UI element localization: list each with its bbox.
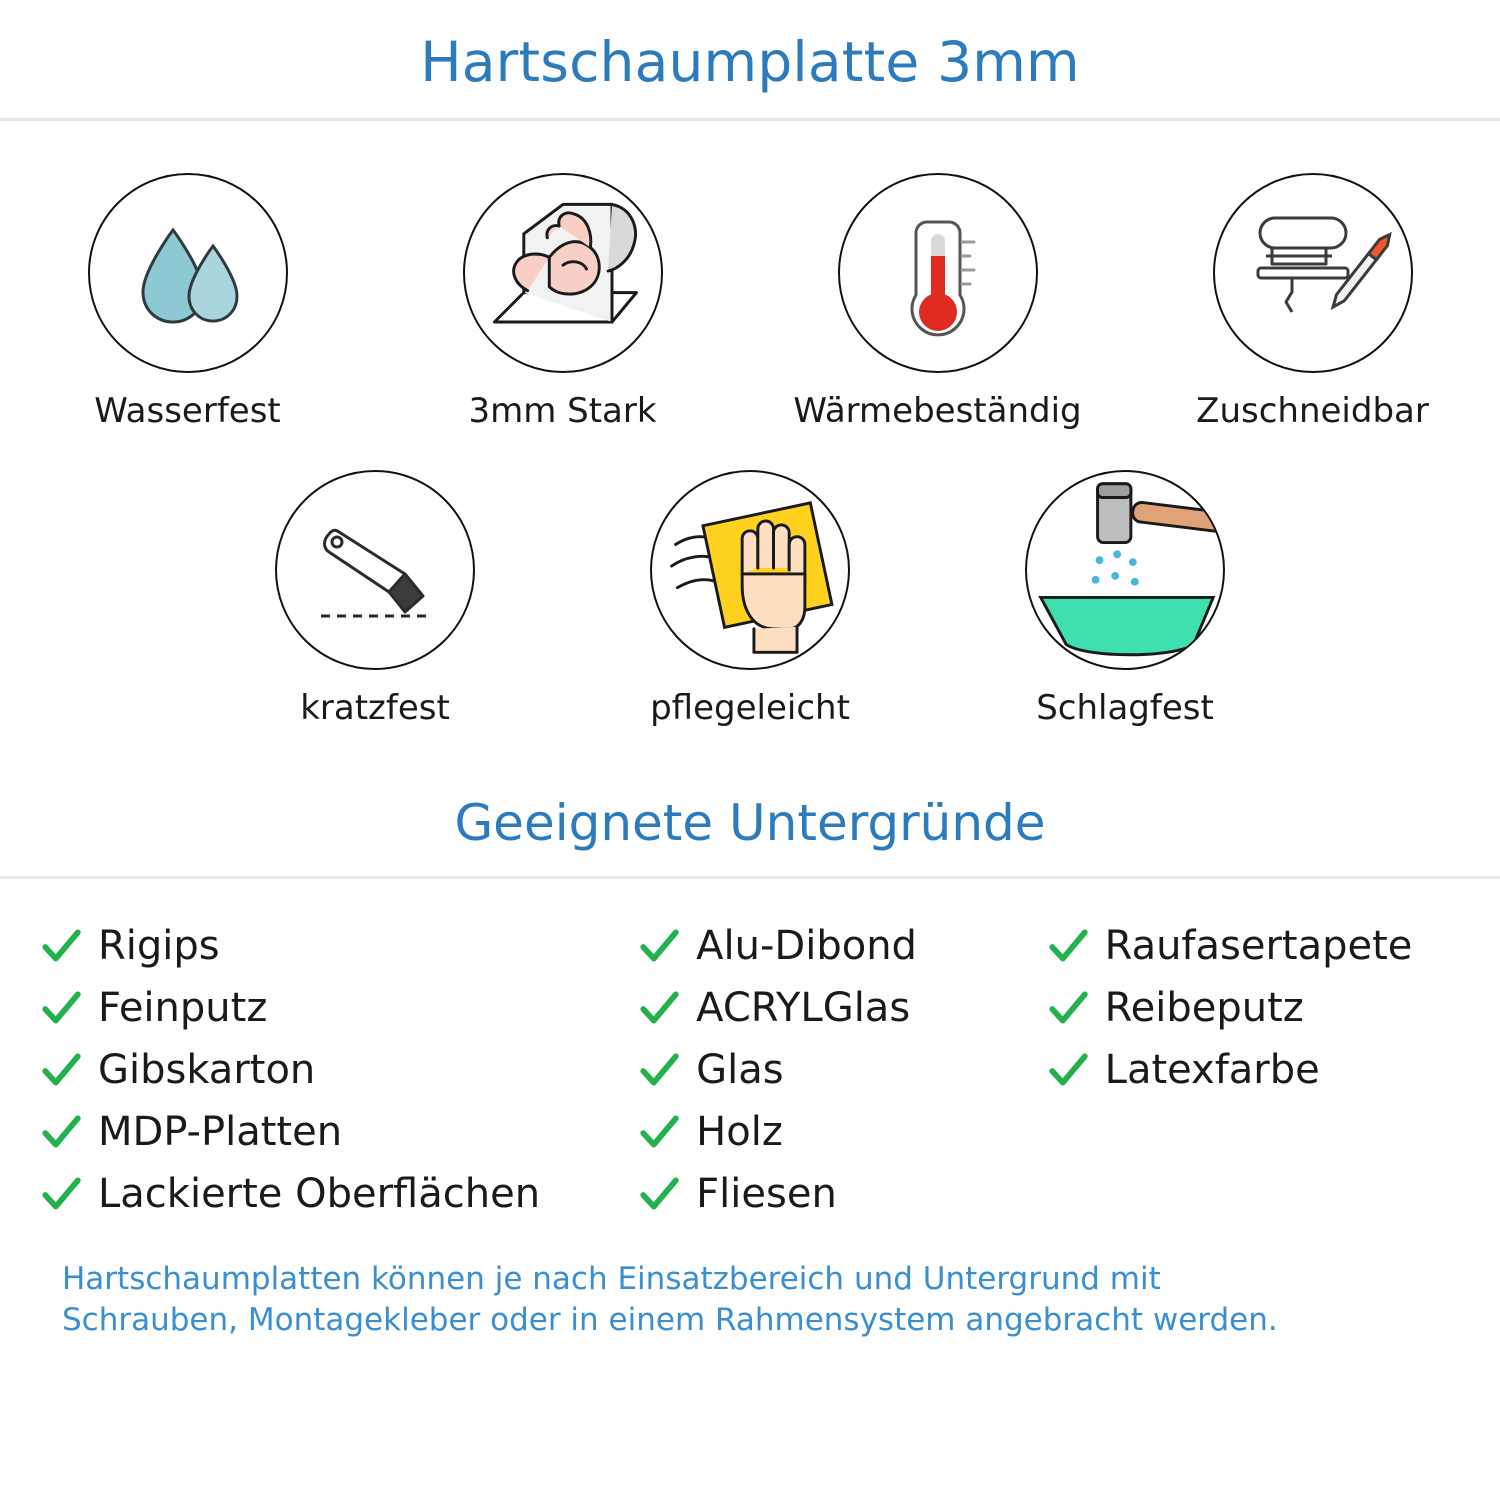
feature-label: Zuschneidbar [1196, 390, 1429, 431]
feature-icon-circle [650, 470, 850, 670]
check-icon [638, 1049, 680, 1091]
check-icon [1047, 925, 1089, 967]
list-item-label: ACRYLGlas [696, 984, 911, 1031]
list-item [1047, 1039, 1460, 1101]
list-item-label: Lackierte Oberflächen [98, 1170, 541, 1217]
feature-wasserfest [0, 173, 375, 430]
feature-schlagfest [938, 470, 1313, 727]
list-item-label: MDP-Platten [98, 1108, 343, 1155]
substrates-column-1 [40, 915, 638, 1225]
list-item-label: Alu-Dibond [696, 922, 917, 969]
list-item [638, 915, 1047, 977]
list-item-label: Fliesen [696, 1170, 837, 1217]
feature-3mm-stark [375, 173, 750, 430]
substrates-list [0, 915, 1500, 1225]
check-icon [638, 1173, 680, 1215]
list-item [40, 1163, 638, 1225]
hammer-impact-icon [1027, 470, 1223, 670]
jigsaw-cutter-icon [1230, 190, 1395, 355]
feature-kratzfest [188, 470, 563, 727]
list-item [638, 1101, 1047, 1163]
list-item [40, 977, 638, 1039]
header [0, 0, 1500, 118]
feature-icon-circle [1213, 173, 1413, 373]
feature-icon-circle [838, 173, 1038, 373]
check-icon [40, 1111, 82, 1153]
check-icon [40, 1173, 82, 1215]
list-item [1047, 977, 1460, 1039]
feature-label: kratzfest [300, 688, 450, 729]
list-item [40, 915, 638, 977]
check-icon [638, 1111, 680, 1153]
features-row-1 [0, 173, 1500, 430]
substrates-title: Geeignete Untergründe [454, 793, 1046, 852]
thermometer-icon [863, 198, 1013, 348]
knife-scratch-icon [293, 488, 458, 653]
list-item-label: Raufasertapete [1104, 922, 1413, 969]
check-icon [40, 987, 82, 1029]
list-item-label: Glas [696, 1046, 784, 1093]
water-drops-icon [113, 198, 263, 348]
substrates-header [0, 794, 1500, 876]
list-item [638, 977, 1047, 1039]
feature-label: 3mm Stark [468, 390, 657, 431]
feature-label: Wasserfest [94, 390, 281, 431]
footer-note-line-1: Hartschaumplatten können je nach Einsatzbereich und Untergrund mit [62, 1260, 1161, 1297]
list-item-label: Latexfarbe [1104, 1046, 1320, 1093]
hand-cloth-wipe-icon [652, 470, 848, 670]
list-item-label: Gibskarton [98, 1046, 316, 1093]
list-item [638, 1039, 1047, 1101]
feature-label: pflegeleicht [650, 688, 850, 729]
check-icon [638, 925, 680, 967]
feature-label: Wärmebeständig [793, 390, 1082, 431]
feature-icon-circle [275, 470, 475, 670]
substrates-column-3 [1047, 915, 1460, 1225]
check-icon [40, 925, 82, 967]
list-item [40, 1101, 638, 1163]
feature-label: Schlagfest [1036, 688, 1214, 729]
list-item-label: Reibeputz [1104, 984, 1304, 1031]
feature-zuschneidbar [1125, 173, 1500, 430]
list-item-label: Holz [696, 1108, 783, 1155]
features-section [0, 121, 1500, 728]
check-icon [1047, 1049, 1089, 1091]
substrates-divider [0, 876, 1500, 879]
page-title: Hartschaumplatte 3mm [420, 30, 1080, 94]
feature-icon-circle [1025, 470, 1225, 670]
list-item [1047, 915, 1460, 977]
check-icon [1047, 987, 1089, 1029]
feature-pflegeleicht [563, 470, 938, 727]
list-item [638, 1163, 1047, 1225]
feature-icon-circle [463, 173, 663, 373]
list-item-label: Feinputz [98, 984, 268, 1031]
footer-note [0, 1259, 1500, 1341]
list-item [40, 1039, 638, 1101]
feature-icon-circle [88, 173, 288, 373]
feature-waermebestaendig [750, 173, 1125, 430]
substrates-column-2 [638, 915, 1047, 1225]
check-icon [638, 987, 680, 1029]
list-item-label: Rigips [98, 922, 220, 969]
strong-arm-icon [465, 173, 661, 373]
check-icon [40, 1049, 82, 1091]
features-row-2 [0, 470, 1500, 727]
footer-note-line-2: Schrauben, Montagekleber oder in einem Rahmensystem angebracht werden. [62, 1301, 1278, 1338]
